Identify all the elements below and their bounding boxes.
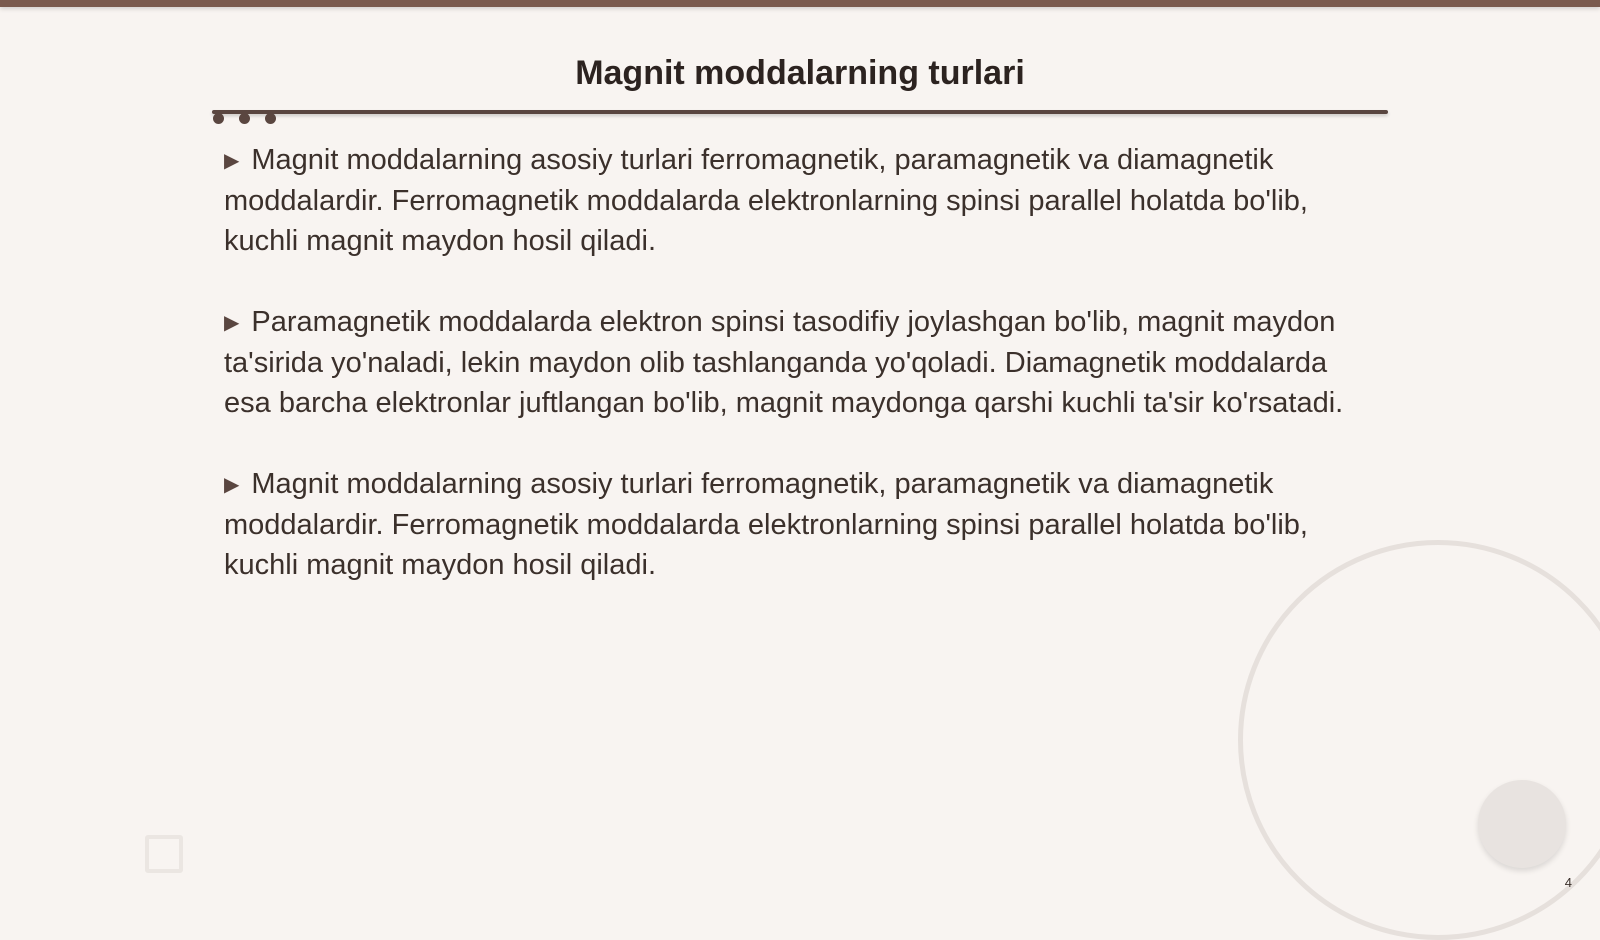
triangle-bullet-icon: ▶ xyxy=(224,474,240,496)
bullet-text: Magnit moddalarning asosiy turlari ferromagnetik, paramagnetik va diamagnetik moddalardir. Ferromagnetik moddalarda elektronlarning spinsi parallel holatda bo'lib, kuchli magnit maydon hosil qiladi. xyxy=(224,468,1308,581)
bullet-item xyxy=(224,140,1374,261)
bullet-item xyxy=(224,302,1374,423)
bullet-list xyxy=(224,140,1374,626)
top-accent-bar xyxy=(0,0,1600,7)
bullet-text: Paramagnetik moddalarda elektron spinsi tasodifiy joylashgan bo'lib, magnit maydon ta'sirida yo'naladi, lekin maydon olib tashlanganda yo'qoladi. Diamagnetik moddalarda esa barcha elektronlar juftlangan bo'lib, magnit maydonga qarshi kuchli ta'sir ko'rsatadi. xyxy=(224,306,1344,419)
underline-dot xyxy=(213,113,224,124)
underline-dot xyxy=(265,113,276,124)
slide-title: Magnit moddalarning turlari xyxy=(575,54,1025,92)
decorative-square xyxy=(145,835,183,873)
bullet-item xyxy=(224,464,1374,585)
underline-dot xyxy=(239,113,250,124)
title-underline xyxy=(212,110,1388,114)
bullet-text: Magnit moddalarning asosiy turlari ferromagnetik, paramagnetik va diamagnetik moddalardir. Ferromagnetik moddalarda elektronlarning spinsi parallel holatda bo'lib, kuchli magnit maydon hosil qiladi. xyxy=(224,144,1308,257)
triangle-bullet-icon: ▶ xyxy=(224,312,240,334)
page-number: 4 xyxy=(1564,875,1572,890)
triangle-bullet-icon: ▶ xyxy=(224,150,240,172)
decorative-circle xyxy=(1478,780,1566,868)
